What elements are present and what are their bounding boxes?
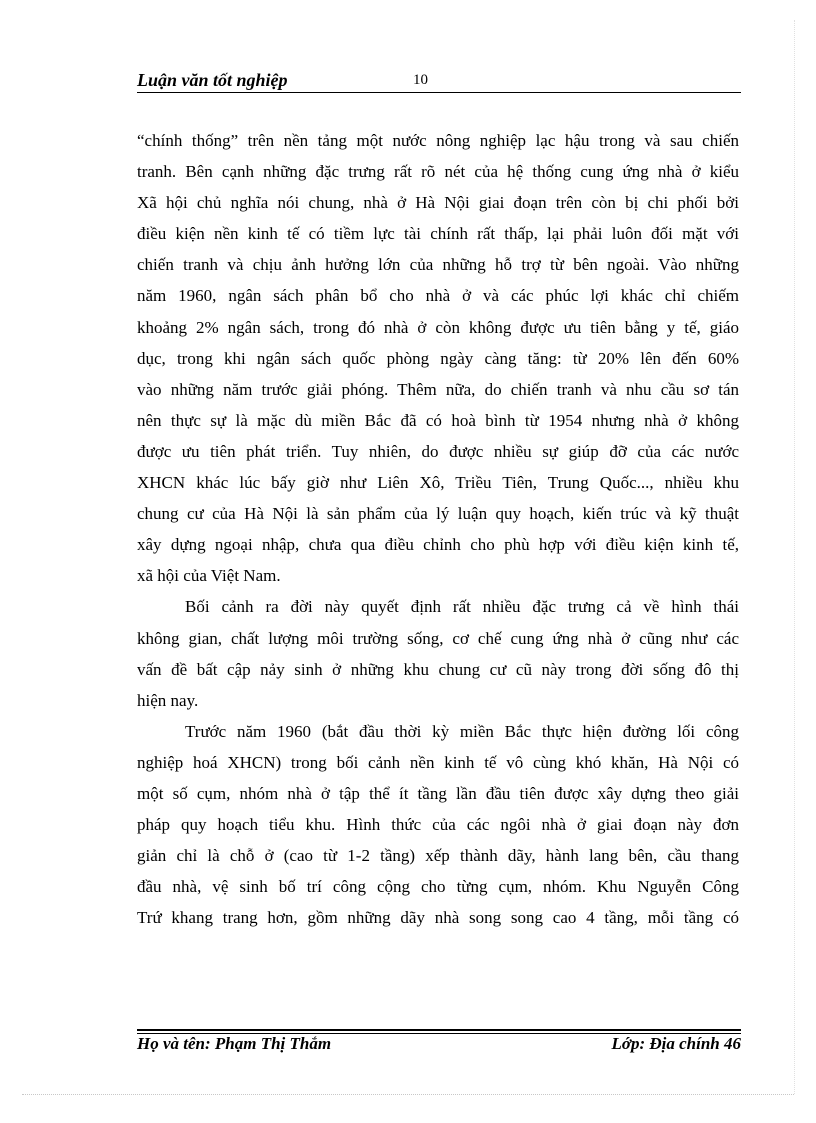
text-line: được ưu tiên phát triển. Tuy nhiên, do được nhiều sự giúp đỡ của các nước (137, 441, 739, 461)
text-line: Bối cảnh ra đời này quyết định rất nhiều đặc trưng cả về hình thái (185, 597, 739, 617)
text-line: dục, trong khi ngân sách quốc phòng ngày càng tăng: từ 20% lên đến 60% (137, 348, 739, 368)
text-line: nghiệp hoá XHCN) trong bối cảnh nền kinh tế vô cùng khó khăn, Hà Nội có (137, 752, 739, 772)
text-line: đầu nhà, vệ sinh bố trí công cộng cho từng cụm, nhóm. Khu Nguyễn Công (137, 877, 739, 897)
text-line: hiện nay. (137, 690, 199, 710)
body-text (137, 125, 739, 933)
page-border-right (794, 20, 795, 1094)
text-line: pháp quy hoạch tiểu khu. Hình thức của các ngôi nhà ở giai đoạn này đơn (137, 815, 739, 835)
text-line: “chính thống” trên nền tảng một nước nông nghiệp lạc hậu trong và sau chiến (137, 131, 739, 150)
text-line: tranh. Bên cạnh những đặc trưng rất rõ nét của hệ thống cung ứng nhà ở kiểu (137, 162, 739, 182)
text-line: một số cụm, nhóm nhà ở tập thể ít tầng lần đầu tiên được xây dựng theo giải (137, 783, 739, 803)
text-line: chung cư của Hà Nội là sản phẩm của lý luận quy hoạch, kiến trúc và kỹ thuật (137, 504, 739, 524)
text-line: XHCN khác lúc bấy giờ như Liên Xô, Triều Tiên, Trung Quốc..., nhiều khu (137, 473, 739, 493)
header-title: Luận văn tốt nghiệp (137, 70, 288, 90)
text-line: năm 1960, ngân sách phân bổ cho nhà ở và các phúc lợi khác chỉ chiếm (137, 286, 739, 306)
text-line: không gian, chất lượng môi trường sống, cơ chế cung ứng nhà ở cũng như các (137, 628, 739, 648)
text-line: xã hội của Việt Nam. (137, 566, 281, 586)
text-line: vào những năm trước giải phóng. Thêm nữa, do chiến tranh và nhu cầu sơ tán (137, 379, 739, 399)
footer-author: Họ và tên: Phạm Thị Thắm (137, 1034, 332, 1053)
footer-class: Lớp: Địa chính 46 (611, 1034, 741, 1053)
page-footer (137, 1034, 741, 1060)
text-line: Trước năm 1960 (bắt đầu thời kỳ miền Bắc thực hiện đường lối công (185, 721, 739, 741)
page-header (137, 68, 741, 94)
text-line: vấn đề bất cập nảy sinh ở những khu chung cư cũ này trong đời sống đô thị (137, 659, 739, 679)
page-border-bottom (22, 1094, 794, 1095)
header-divider (137, 92, 741, 93)
page-number: 10 (413, 72, 428, 88)
text-line: Trứ khang trang hơn, gồm những dãy nhà song song cao 4 tầng, mỗi tầng có (137, 908, 739, 928)
text-line: giản chỉ là chỗ ở (cao từ 1-2 tầng) xếp thành dãy, hành lang bên, cầu thang (137, 846, 739, 866)
text-line: khoảng 2% ngân sách, trong đó nhà ở còn không được ưu tiên bằng y tế, giáo (137, 317, 739, 337)
footer-divider (137, 1029, 741, 1031)
text-line: điều kiện nền kinh tế có tiềm lực tài chính rất thấp, lại phải luôn đối mặt với (137, 224, 739, 244)
text-line: Xã hội chủ nghĩa nói chung, nhà ở Hà Nội giai đoạn trên còn bị chi phối bởi (137, 193, 739, 213)
text-line: xây dựng ngoại nhập, chưa qua điều chỉnh cho phù hợp với điều kiện kinh tế, (137, 535, 739, 555)
text-line: nên thực sự là mặc dù miền Bắc đã có hoà bình từ 1954 nhưng nhà ở không (137, 410, 739, 430)
text-line: chiến tranh và chịu ảnh hưởng lớn của những hỗ trợ từ bên ngoài. Vào những (137, 255, 739, 275)
